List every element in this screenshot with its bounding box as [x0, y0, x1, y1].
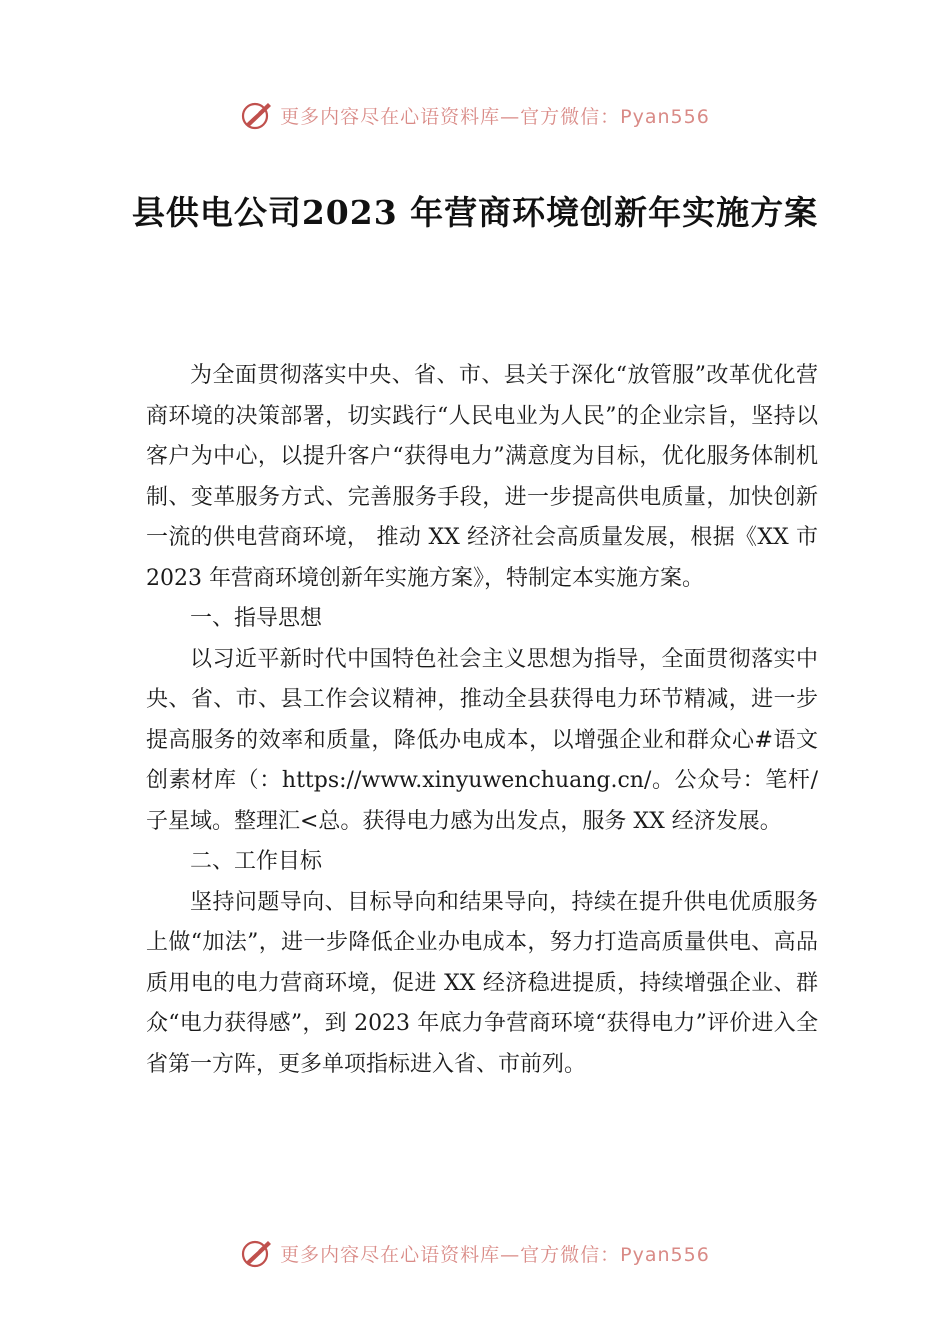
document-title: 县供电公司2023 年营商环境创新年实施方案 — [131, 193, 819, 232]
watermark-banner-bottom — [0, 1231, 950, 1275]
section-heading: 二、工作目标 — [190, 849, 323, 874]
quill-pen-logo-icon — [240, 1236, 274, 1270]
wechat-id: Pyan556 — [620, 105, 710, 128]
body-paragraph: 为全面贯彻落实中央、省、市、县关于深化“放管服”改革优化营商环境的决策部署，切实践行“人民电业为人民”的企业宗旨，坚持以客户为中心，以提升客户“获得电力”满意度为目标，优化服务体制机制、变革服务方式、完善服务手段，进一步提高供电质量，加快创新一流的供电营商环境， 推动 XX 经济社会高质量发展，根据《XX 市 2023 年营商环境创新年实施方案》，特制定本实施方案。 — [146, 363, 818, 591]
watermark-text: 更多内容尽在心语资料库—官方微信：Pyan556 — [280, 1243, 710, 1266]
watermark-banner-top — [0, 93, 950, 137]
document-body — [146, 356, 818, 1085]
body-paragraph: 以习近平新时代中国特色社会主义思想为指导，全面贯彻落实中央、省、市、县工作会议精神，推动全县获得电力环节精减，进一步提高服务的效率和质量，降低办电成本，以增强企业和群众心#语文创素材库（：https://www.xinyuwenchuang.cn/。公众号：笔杆/子星域。整理汇<总。获得电力感为出发点，服务 XX 经济发展。 — [146, 646, 818, 834]
watermark-text: 更多内容尽在心语资料库—官方微信：Pyan556 — [280, 105, 710, 128]
quill-pen-logo-icon — [240, 98, 274, 132]
body-paragraph: 坚持问题导向、目标导向和结果导向，持续在提升供电优质服务上做“加法”，进一步降低企业办电成本，努力打造高质量供电、高品质用电的电力营商环境，促进 XX 经济稳进提质，持续增强企业、群众“电力获得感”，到 2023 年底力争营商环境“获得电力”评价进入全省第一方阵，更多单项指标进入省、市前列。 — [146, 889, 818, 1077]
wechat-id: Pyan556 — [620, 1243, 710, 1266]
section-heading: 一、指导思想 — [190, 606, 323, 631]
